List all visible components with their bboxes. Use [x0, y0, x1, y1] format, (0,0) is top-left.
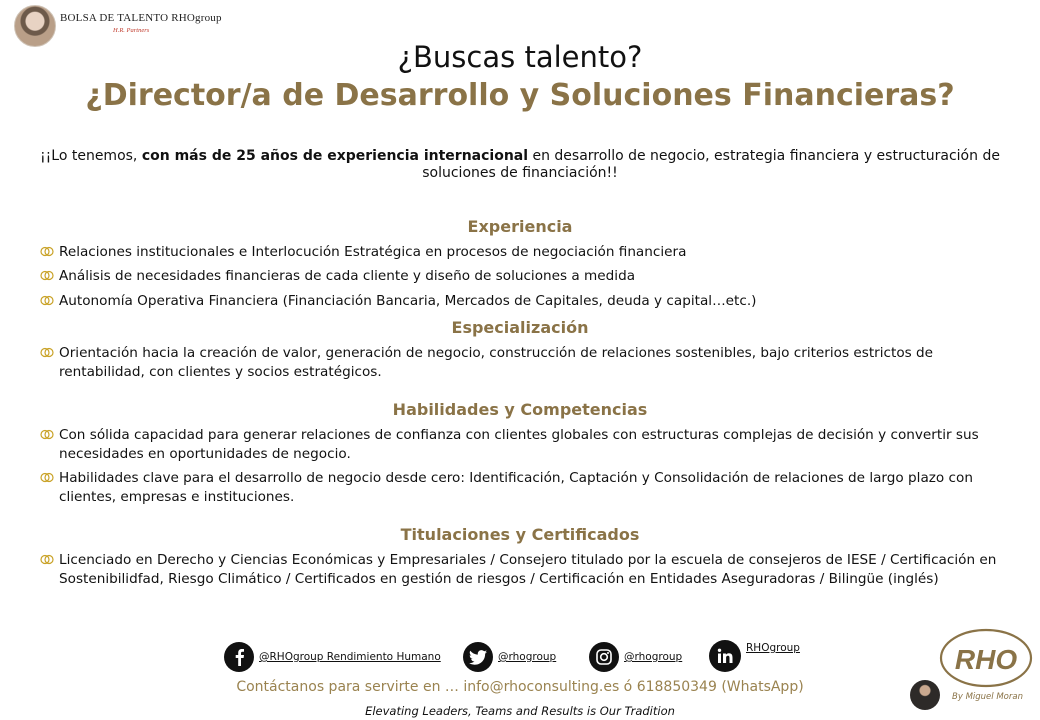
contact-line: Contáctanos para servirte en … info@rhoconsulting.es ó 618850349 (WhatsApp): [236, 679, 804, 695]
brand-tagline: H.R. Partners: [113, 27, 150, 34]
section-title: Titulaciones y Certificados: [400, 525, 640, 544]
rho-logo: [938, 627, 1034, 693]
bullet-icon: [40, 270, 54, 281]
list-item: [40, 267, 1000, 286]
instagram-label: @rhogroup: [624, 651, 683, 663]
facebook-link[interactable]: [224, 642, 441, 672]
list-item-text: Relaciones institucionales e Interlocución Estratégica en procesos de negociación financiera: [59, 244, 687, 260]
intro-prefix: ¡¡Lo tenemos,: [40, 148, 142, 164]
list-item: [40, 292, 1000, 311]
list-item: [40, 344, 1019, 382]
list-item: [40, 551, 1019, 589]
intro-suffix: en desarrollo de negocio, estrategia financiera y estructuración de soluciones de financiación!!: [422, 148, 1000, 181]
bullet-icon: [40, 347, 54, 358]
section-title: Experiencia: [467, 217, 573, 236]
section-title: Habilidades y Competencias: [392, 400, 648, 419]
bullet-icon: [40, 554, 54, 565]
list-item-text: Autonomía Operativa Financiera (Financiación Bancaria, Mercados de Capitales, deuda y capital…etc.): [59, 293, 757, 309]
section-habilidades: [0, 400, 1040, 419]
logo-text: RHO: [954, 644, 1018, 675]
facebook-icon: [224, 642, 254, 672]
bullet-icon: [40, 429, 54, 440]
linkedin-link[interactable]: [709, 641, 800, 671]
twitter-label: @rhogroup: [498, 651, 557, 663]
twitter-icon: [463, 642, 493, 672]
instagram-link[interactable]: [589, 642, 682, 672]
section-title: Especialización: [451, 318, 589, 337]
list-item: [40, 243, 1000, 262]
section-experiencia: [0, 217, 1040, 236]
list-item-text: Con sólida capacidad para generar relaciones de confianza con clientes globales con estructuras complejas de decisión y convertir sus necesidades en oportunidades de negocio.: [59, 427, 979, 462]
section-especializacion: [0, 318, 1040, 337]
twitter-link[interactable]: [463, 642, 556, 672]
bullet-icon: [40, 246, 54, 257]
list-item: [40, 426, 1019, 464]
bullet-icon: [40, 472, 54, 483]
bullet-icon: [40, 295, 54, 306]
linkedin-label: RHOgroup: [746, 642, 800, 654]
intro-paragraph: [35, 148, 1005, 182]
brand-name: BOLSA DE TALENTO RHOgroup: [60, 12, 222, 24]
list-item-text: Licenciado en Derecho y Ciencias Económicas y Empresariales / Consejero titulado por la escuela de consejeros de IESE / Certificación en Sostenibilidfad, Riesgo Climático / Certificados en gestión de riesgos / Certificación en Entidades Aseguradoras / Bilingüe (inglés): [59, 552, 997, 587]
headline-question: ¿Buscas talento?: [397, 40, 643, 74]
logo-subtitle: By Miguel Moran: [952, 692, 1023, 702]
linkedin-icon: [709, 640, 741, 672]
instagram-icon: [589, 642, 619, 672]
founder-avatar: [910, 680, 940, 710]
motto: Elevating Leaders, Teams and Results is Our Tradition: [365, 704, 675, 718]
section-titulaciones: [0, 525, 1040, 544]
list-item-text: Análisis de necesidades financieras de cada cliente y diseño de soluciones a medida: [59, 268, 636, 284]
headline-role: ¿Director/a de Desarrollo y Soluciones Financieras?: [85, 78, 955, 113]
list-item-text: Orientación hacia la creación de valor, generación de negocio, construcción de relaciones sostenibles, bajo criterios estrictos de rentabilidad, con clientes y socios estratégicos.: [59, 345, 934, 380]
intro-highlight: con más de 25 años de experiencia internacional: [141, 148, 529, 164]
list-item: [40, 469, 1019, 507]
facebook-label: @RHOgroup Rendimiento Humano: [259, 651, 441, 663]
list-item-text: Habilidades clave para el desarrollo de negocio desde cero: Identificación, Captación y Consolidación de relaciones de largo plazo con clientes, empresas e instituciones.: [59, 470, 973, 505]
